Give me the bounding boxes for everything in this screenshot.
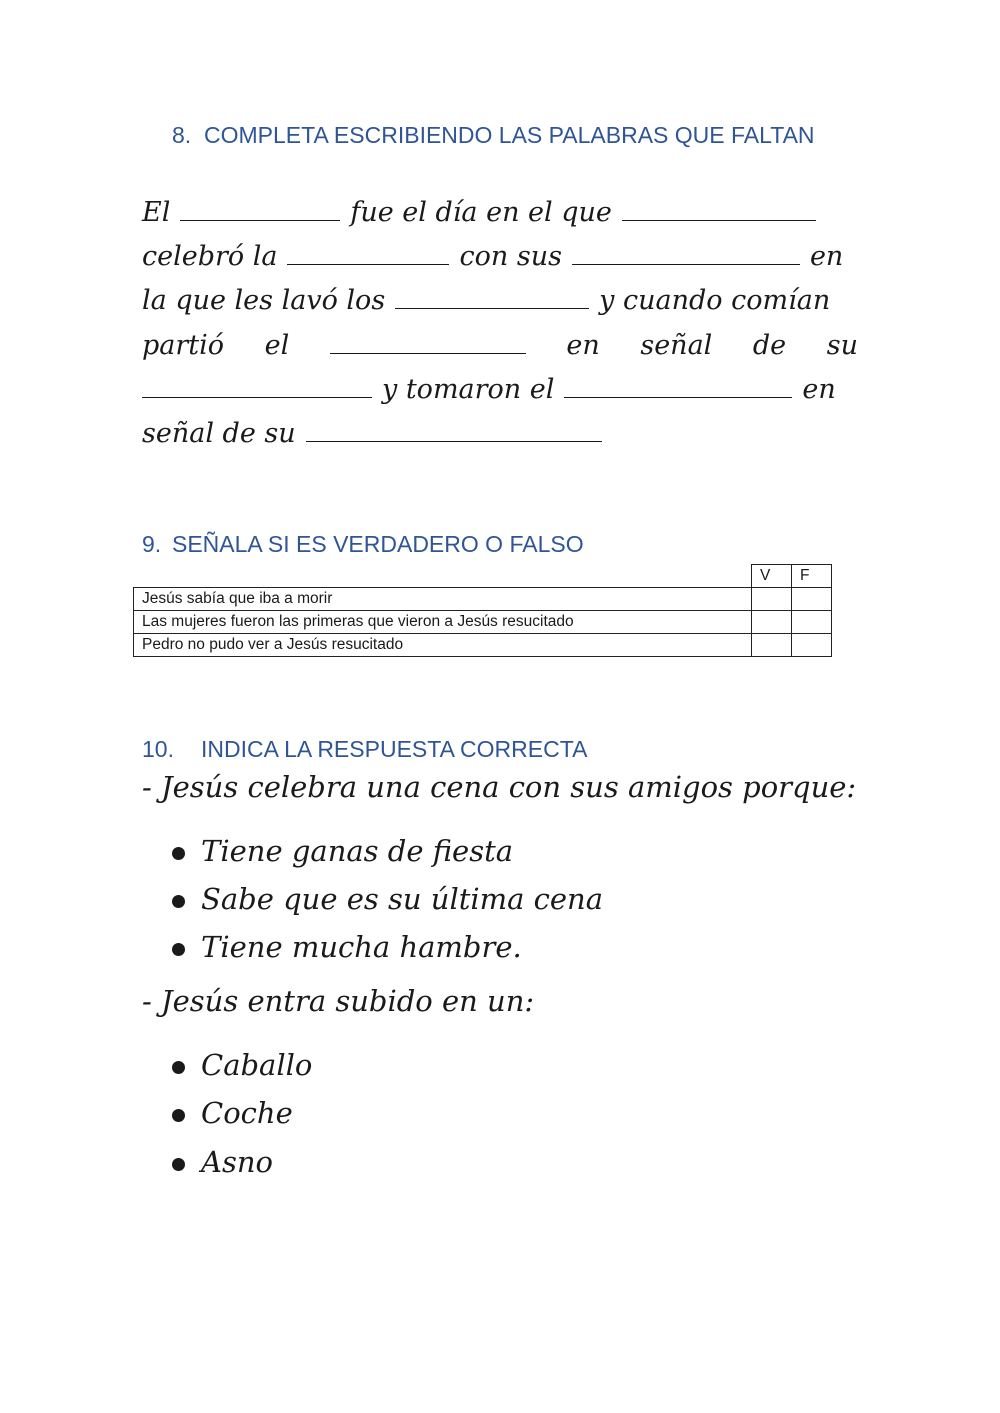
true-checkbox[interactable]	[752, 634, 792, 657]
table-empty-cell	[134, 565, 752, 588]
fill-text: y tomaron el	[382, 374, 555, 405]
option-label: Caballo	[201, 1048, 313, 1082]
table-row	[134, 634, 832, 657]
answer-option[interactable]	[172, 831, 513, 871]
section-8-heading	[172, 122, 815, 149]
fill-line-1	[142, 193, 858, 233]
fill-text: señal de su	[142, 418, 296, 449]
false-checkbox[interactable]	[792, 611, 832, 634]
answer-option[interactable]	[172, 1142, 273, 1182]
bullet-icon	[172, 943, 185, 956]
blank-field[interactable]	[572, 240, 800, 265]
answer-option[interactable]	[172, 1093, 293, 1133]
false-checkbox[interactable]	[792, 588, 832, 611]
header-f: F	[792, 565, 832, 588]
fill-line-4	[142, 326, 858, 366]
statement-cell: Pedro no pudo ver a Jesús resucitado	[134, 634, 752, 657]
fill-line-6	[142, 414, 858, 454]
fill-text: el	[264, 330, 290, 361]
fill-text: su	[826, 330, 858, 361]
false-checkbox[interactable]	[792, 634, 832, 657]
fill-text: señal	[640, 330, 713, 361]
blank-field[interactable]	[287, 240, 449, 265]
true-checkbox[interactable]	[752, 588, 792, 611]
fill-text: y cuando comían	[599, 285, 831, 316]
fill-text: con sus	[459, 241, 562, 272]
header-v: V	[752, 565, 792, 588]
option-label: Asno	[201, 1145, 273, 1179]
fill-text: celebró la	[142, 241, 278, 272]
blank-field[interactable]	[180, 196, 340, 221]
option-label: Sabe que es su última cena	[201, 882, 604, 916]
bullet-icon	[172, 1061, 185, 1074]
statement-cell: Jesús sabía que iba a morir	[134, 588, 752, 611]
blank-field[interactable]	[142, 373, 372, 398]
question-prompt: - Jesús celebra una cena con sus amigos porque:	[142, 770, 857, 804]
fill-text: fue el día en el que	[350, 197, 612, 228]
question-prompt: - Jesús entra subido en un:	[142, 984, 535, 1018]
fill-text: en	[566, 330, 600, 361]
fill-text: El	[142, 197, 171, 228]
fill-text: partió	[142, 330, 225, 361]
fill-line-3	[142, 281, 858, 321]
section-10-number: 10.	[142, 736, 174, 762]
blank-field[interactable]	[330, 329, 526, 354]
section-10-title: INDICA LA RESPUESTA CORRECTA	[201, 736, 588, 762]
bullet-icon	[172, 895, 185, 908]
answer-option[interactable]	[172, 879, 603, 919]
section-9-heading	[142, 531, 584, 558]
table-row	[134, 588, 832, 611]
true-checkbox[interactable]	[752, 611, 792, 634]
option-label: Tiene ganas de fiesta	[201, 834, 514, 868]
option-label: Tiene mucha hambre.	[201, 930, 522, 964]
blank-field[interactable]	[622, 196, 816, 221]
section-10-heading	[142, 736, 587, 763]
section-9-title: SEÑALA SI ES VERDADERO O FALSO	[172, 531, 584, 557]
true-false-table	[133, 564, 832, 657]
fill-text: la que les lavó los	[142, 285, 386, 316]
table-row	[134, 611, 832, 634]
fill-text: en	[809, 241, 844, 272]
statement-cell: Las mujeres fueron las primeras que vieron a Jesús resucitado	[134, 611, 752, 634]
bullet-icon	[172, 1109, 185, 1122]
fill-line-5	[142, 370, 858, 410]
blank-field[interactable]	[564, 373, 792, 398]
fill-text: de	[752, 330, 787, 361]
bullet-icon	[172, 1158, 185, 1171]
section-8-number: 8.	[172, 122, 192, 148]
option-label: Coche	[201, 1096, 293, 1130]
section-8-title: COMPLETA ESCRIBIENDO LAS PALABRAS QUE FALTAN	[204, 122, 815, 148]
fill-line-2	[142, 237, 858, 277]
table-header-row	[134, 565, 832, 588]
fill-text: en	[802, 374, 836, 405]
blank-field[interactable]	[395, 284, 589, 309]
answer-option[interactable]	[172, 927, 522, 967]
bullet-icon	[172, 847, 185, 860]
section-9-number: 9.	[142, 531, 162, 557]
blank-field[interactable]	[306, 417, 602, 442]
answer-option[interactable]	[172, 1045, 312, 1085]
